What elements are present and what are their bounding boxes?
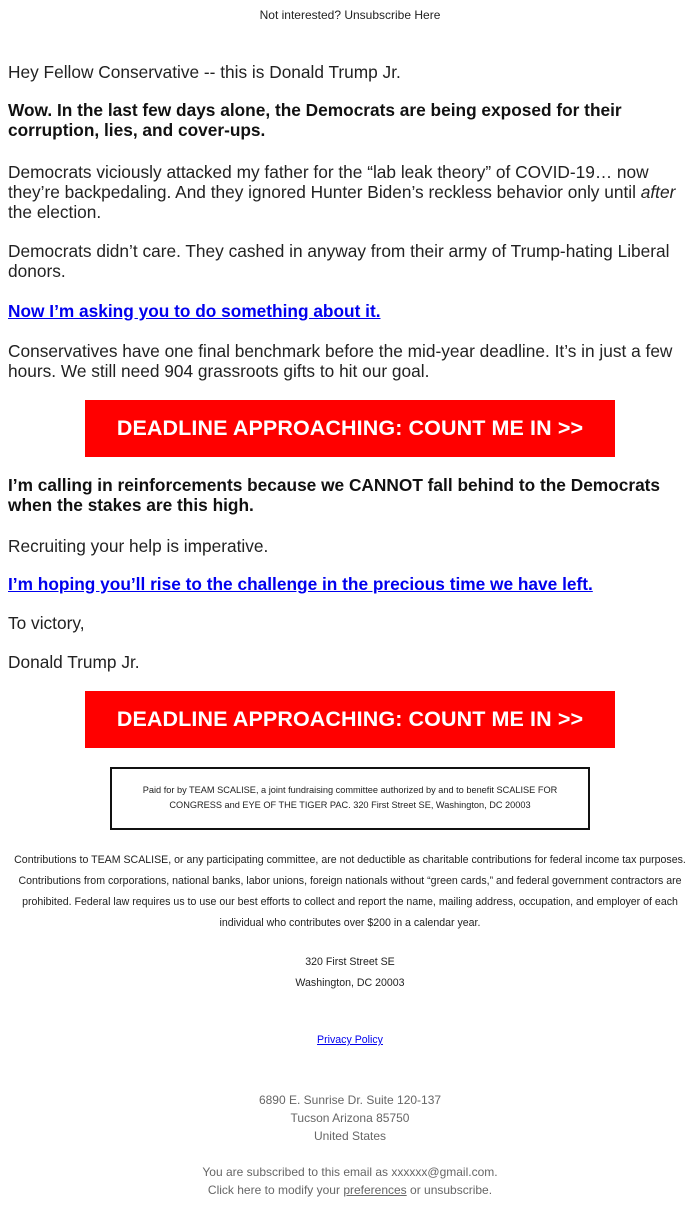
modify-start: Click here to modify your <box>207 1183 344 1197</box>
paragraph-lab-leak-emphasis: after <box>640 182 676 202</box>
challenge-link[interactable]: I’m hoping you’ll rise to the challenge in the precious time we have left. <box>8 574 593 594</box>
footer-address-line1: 6890 E. Sunrise Dr. Suite 120-137 <box>258 1093 442 1107</box>
paragraph-recruiting: Recruiting your help is imperative. <box>8 536 269 556</box>
unsubscribe-link[interactable]: Not interested? Unsubscribe Here <box>259 8 441 22</box>
paragraph-ask-link-wrap <box>8 301 692 321</box>
ask-link[interactable]: Now I’m asking you to do something about it. <box>8 301 381 321</box>
modify-preferences-line <box>0 1181 700 1199</box>
reinforcements-start: I’m calling in reinforcements because we <box>8 475 349 495</box>
signature: Donald Trump Jr. <box>8 652 140 672</box>
paragraph-lab-leak-end: the election. <box>8 202 102 222</box>
paragraph-lab-leak <box>8 162 692 222</box>
paid-for-text: Paid for by TEAM SCALISE, a joint fundraising committee authorized by and to benefit SCALISE FOR CONGRESS and EYE OF THE TIGER PAC. 320 First Street SE, Washington, DC 20003 <box>142 785 558 810</box>
privacy-policy-wrap <box>0 1034 700 1046</box>
footer-address-line3: United States <box>313 1129 387 1143</box>
legal-address-line1: 320 First Street SE <box>305 956 395 968</box>
paragraph-benchmark: Conservatives have one final benchmark before the mid-year deadline. It’s in just a few hours. We still need 904 grassroots gifts to hit our goal. <box>8 341 673 381</box>
paid-for-box <box>110 767 590 830</box>
paragraph-challenge-link-wrap <box>8 574 692 594</box>
closing: To victory, <box>8 613 85 633</box>
preferences-link[interactable]: preferences <box>343 1183 407 1197</box>
contributions-disclaimer: Contributions to TEAM SCALISE, or any participating committee, are not deductible as charitable contributions for federal income tax purposes. Contributions from corporations, national banks, labor unions, foreign nationals without “green cards,” and federal government contractors are prohibited. Federal law requires us to use our best efforts to collect and report the name, mailing address, occupation, and employer of each individual who contributes over $200 in a calendar year. <box>14 854 686 929</box>
greeting: Hey Fellow Conservative -- this is Donald Trump Jr. <box>8 62 401 82</box>
count-me-in-button-bottom[interactable]: DEADLINE APPROACHING: COUNT ME IN >> <box>85 691 615 748</box>
footer-address-line2: Tucson Arizona 85750 <box>290 1111 410 1125</box>
paragraph-democrats: Democrats didn’t care. They cashed in anyway from their army of Trump-hating Liberal donors. <box>8 241 670 281</box>
privacy-policy-link[interactable]: Privacy Policy <box>317 1034 383 1046</box>
headline: Wow. In the last few days alone, the Democrats are being exposed for their corruption, lies, and cover-ups. <box>8 100 622 140</box>
reinforcements-text <box>8 475 692 515</box>
modify-end: or unsubscribe. <box>406 1183 493 1197</box>
paragraph-lab-leak-start: Democrats viciously attacked my father for the “lab leak theory” of COVID-19… now they’re backpedaling. And they ignored Hunter Biden’s reckless behavior only until <box>8 162 649 202</box>
reinforcements-end: fall behind to the Democrats when the stakes are this high. <box>8 475 661 515</box>
legal-address-line2: Washington, DC 20003 <box>295 977 405 989</box>
subscribed-notice: You are subscribed to this email as xxxxxx@gmail.com. <box>202 1165 498 1179</box>
count-me-in-button-top[interactable]: DEADLINE APPROACHING: COUNT ME IN >> <box>85 400 615 457</box>
reinforcements-caps: CANNOT <box>348 475 423 495</box>
